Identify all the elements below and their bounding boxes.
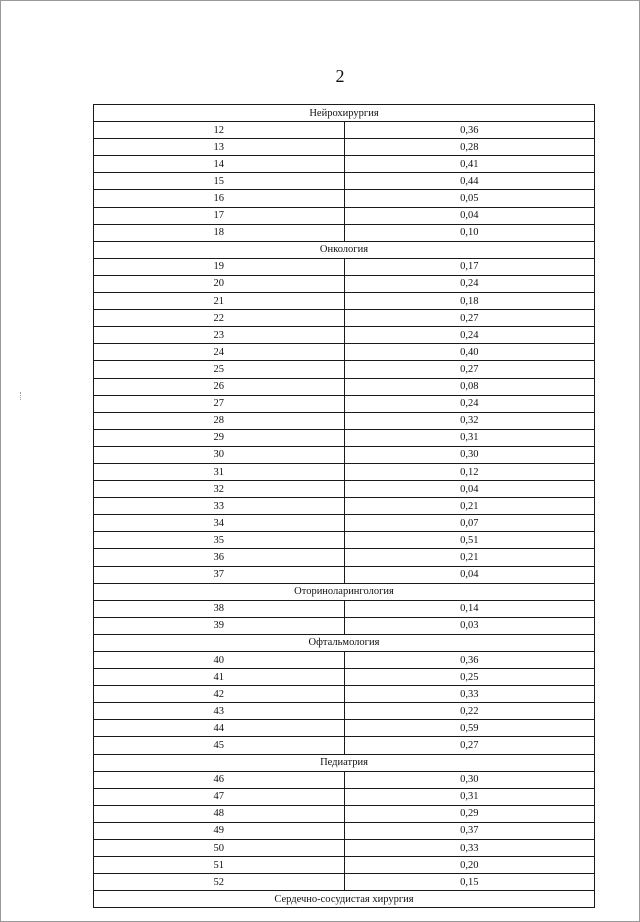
table-row	[94, 703, 595, 720]
row-coefficient: 0,37	[344, 822, 595, 839]
row-coefficient: 0,44	[344, 173, 595, 190]
row-coefficient: 0,51	[344, 532, 595, 549]
section-title: Офтальмология	[94, 634, 595, 651]
row-code: 36	[94, 549, 345, 566]
section-title: Сердечно-сосудистая хирургия	[94, 891, 595, 908]
row-code: 13	[94, 139, 345, 156]
row-coefficient: 0,32	[344, 412, 595, 429]
row-code: 31	[94, 463, 345, 480]
table-row	[94, 258, 595, 275]
row-coefficient: 0,17	[344, 258, 595, 275]
row-code: 35	[94, 532, 345, 549]
table-row	[94, 310, 595, 327]
table-row	[94, 293, 595, 310]
row-coefficient: 0,24	[344, 327, 595, 344]
row-coefficient: 0,07	[344, 515, 595, 532]
table-row	[94, 173, 595, 190]
row-code: 28	[94, 412, 345, 429]
table-row	[94, 344, 595, 361]
page-number: 2	[335, 66, 345, 86]
table-row	[94, 275, 595, 292]
row-code: 46	[94, 771, 345, 788]
row-code: 44	[94, 720, 345, 737]
row-coefficient: 0,04	[344, 566, 595, 583]
row-code: 49	[94, 822, 345, 839]
row-code: 25	[94, 361, 345, 378]
row-code: 18	[94, 224, 345, 241]
row-coefficient: 0,24	[344, 395, 595, 412]
row-coefficient: 0,27	[344, 737, 595, 754]
table-body	[94, 105, 595, 908]
row-code: 17	[94, 207, 345, 224]
row-coefficient: 0,27	[344, 310, 595, 327]
table-row	[94, 805, 595, 822]
row-coefficient: 0,40	[344, 344, 595, 361]
table-row	[94, 788, 595, 805]
row-coefficient: 0,31	[344, 429, 595, 446]
table-row	[94, 429, 595, 446]
table-row	[94, 771, 595, 788]
table-row	[94, 412, 595, 429]
row-code: 19	[94, 258, 345, 275]
table-row	[94, 395, 595, 412]
section-title: Онкология	[94, 241, 595, 258]
section-title: Педиатрия	[94, 754, 595, 771]
table-row	[94, 669, 595, 686]
row-coefficient: 0,18	[344, 293, 595, 310]
section-header-row	[94, 634, 595, 651]
table-row	[94, 532, 595, 549]
scan-speck	[20, 392, 24, 400]
table-row	[94, 652, 595, 669]
table-row	[94, 549, 595, 566]
row-coefficient: 0,36	[344, 652, 595, 669]
row-code: 22	[94, 310, 345, 327]
table-row	[94, 874, 595, 891]
table-row	[94, 122, 595, 139]
table-row	[94, 207, 595, 224]
row-code: 33	[94, 498, 345, 515]
row-coefficient: 0,36	[344, 122, 595, 139]
row-code: 24	[94, 344, 345, 361]
row-code: 48	[94, 805, 345, 822]
row-code: 30	[94, 446, 345, 463]
table-row	[94, 156, 595, 173]
table-row	[94, 361, 595, 378]
row-coefficient: 0,04	[344, 207, 595, 224]
row-code: 32	[94, 481, 345, 498]
table-row	[94, 737, 595, 754]
row-code: 21	[94, 293, 345, 310]
row-coefficient: 0,03	[344, 617, 595, 634]
row-coefficient: 0,20	[344, 857, 595, 874]
row-code: 34	[94, 515, 345, 532]
table-row	[94, 481, 595, 498]
row-code: 38	[94, 600, 345, 617]
row-coefficient: 0,21	[344, 549, 595, 566]
table-row	[94, 600, 595, 617]
row-code: 42	[94, 686, 345, 703]
row-code: 12	[94, 122, 345, 139]
section-header-row	[94, 754, 595, 771]
row-coefficient: 0,08	[344, 378, 595, 395]
row-coefficient: 0,15	[344, 874, 595, 891]
row-code: 47	[94, 788, 345, 805]
table-row	[94, 857, 595, 874]
section-header-row	[94, 241, 595, 258]
table-row	[94, 190, 595, 207]
row-coefficient: 0,59	[344, 720, 595, 737]
table-row	[94, 498, 595, 515]
section-header-row	[94, 105, 595, 122]
table-row	[94, 822, 595, 839]
row-code: 52	[94, 874, 345, 891]
table-row	[94, 378, 595, 395]
table-row	[94, 686, 595, 703]
section-title: Оториноларингология	[94, 583, 595, 600]
table-row	[94, 720, 595, 737]
table-row	[94, 463, 595, 480]
row-coefficient: 0,30	[344, 771, 595, 788]
table-row	[94, 327, 595, 344]
row-code: 37	[94, 566, 345, 583]
row-coefficient: 0,29	[344, 805, 595, 822]
row-code: 29	[94, 429, 345, 446]
row-code: 45	[94, 737, 345, 754]
row-coefficient: 0,41	[344, 156, 595, 173]
row-coefficient: 0,21	[344, 498, 595, 515]
table-row	[94, 515, 595, 532]
row-coefficient: 0,10	[344, 224, 595, 241]
row-code: 14	[94, 156, 345, 173]
row-coefficient: 0,33	[344, 840, 595, 857]
row-coefficient: 0,12	[344, 463, 595, 480]
table-row	[94, 139, 595, 156]
table-row	[94, 617, 595, 634]
row-code: 16	[94, 190, 345, 207]
table-row	[94, 446, 595, 463]
row-coefficient: 0,14	[344, 600, 595, 617]
row-code: 51	[94, 857, 345, 874]
row-code: 41	[94, 669, 345, 686]
row-coefficient: 0,24	[344, 275, 595, 292]
row-coefficient: 0,33	[344, 686, 595, 703]
row-code: 27	[94, 395, 345, 412]
row-coefficient: 0,30	[344, 446, 595, 463]
row-coefficient: 0,04	[344, 481, 595, 498]
row-code: 50	[94, 840, 345, 857]
row-coefficient: 0,31	[344, 788, 595, 805]
row-code: 39	[94, 617, 345, 634]
row-code: 40	[94, 652, 345, 669]
row-coefficient: 0,27	[344, 361, 595, 378]
section-header-row	[94, 583, 595, 600]
coefficients-table	[93, 104, 595, 908]
table-row	[94, 224, 595, 241]
row-code: 23	[94, 327, 345, 344]
row-coefficient: 0,28	[344, 139, 595, 156]
row-code: 26	[94, 378, 345, 395]
row-coefficient: 0,25	[344, 669, 595, 686]
row-code: 43	[94, 703, 345, 720]
section-title: Нейрохирургия	[94, 105, 595, 122]
table-row	[94, 840, 595, 857]
row-code: 20	[94, 275, 345, 292]
section-header-row	[94, 891, 595, 908]
row-code: 15	[94, 173, 345, 190]
row-coefficient: 0,05	[344, 190, 595, 207]
table-row	[94, 566, 595, 583]
row-coefficient: 0,22	[344, 703, 595, 720]
